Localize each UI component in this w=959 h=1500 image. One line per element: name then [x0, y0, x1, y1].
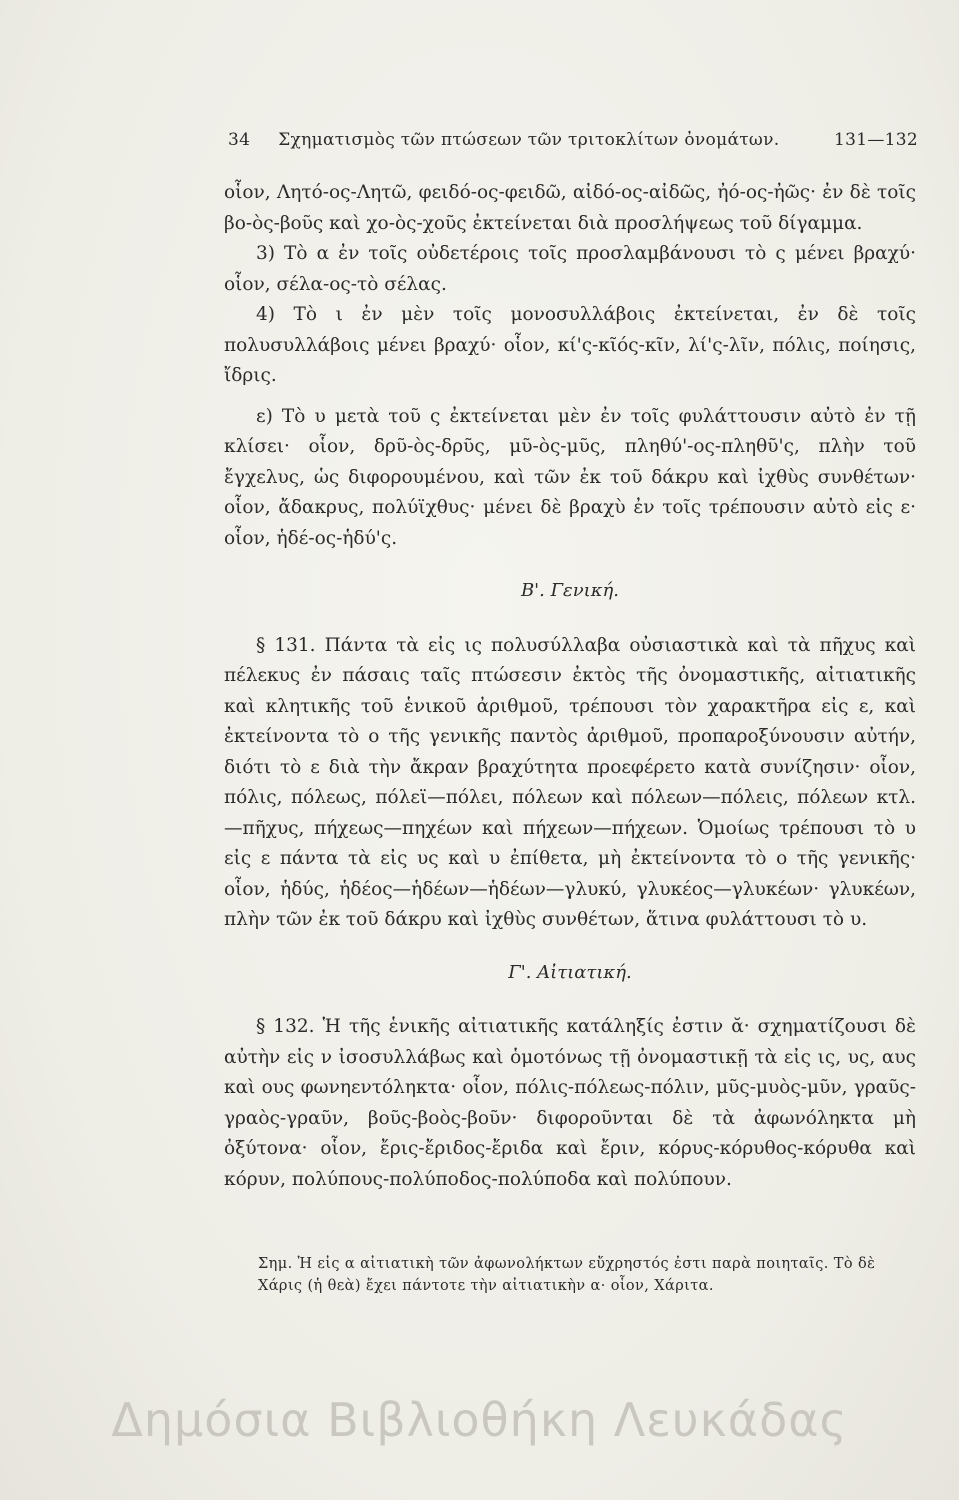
section-range: 131—132 [834, 130, 918, 150]
page-number: 34 [228, 130, 251, 150]
paragraph-continuation: οἷον, Λητό-ος-Λητῶ, φειδό-ος-φειδῶ, αἰδό-ος-αἰδῶς, ἠό-ος-ἠῶς· ἐν δὲ τοῖς βο-ὸς-βοῦς καὶ χο-ὸς-χοῦς ἐκτείνεται διὰ προσλήψεως τοῦ δίγαμμα. [224, 182, 916, 234]
paragraph-132: § 132. Ἡ τῆς ἑνικῆς αἰτιατικῆς κατάληξίς ἐστιν ᾰ· σχηματίζουσι δὲ αὐτὴν εἰς ν ἰσοσυλλάβως καὶ ὁμοτόνως τῇ ὀνομαστικῇ τὰ εἰς ις, υς, αυς καὶ ους φωνηεντόληκτα· οἷον, πόλις-πόλεως-πόλιν, μῦς-μυὸς-μῦν, γραῦς-γραὸς-γραῦν, βοῦς-βοὸς-βοῦν· διφοροῦνται δὲ τὰ ἀφωνόληκτα μὴ ὀξύτονα· οἷον, ἔρις-ἔριδος-ἔριδα καὶ ἔριν, κόρυς-κόρυθος-κόρυθα καὶ κόρυν, πολύπους-πολύποδος-πολύποδα καὶ πολύπουν. [224, 1016, 916, 1190]
paragraph-131: § 131. Πάντα τὰ εἰς ις πολυσύλλαβα οὐσιαστικὰ καὶ τὰ πῆχυς καὶ πέλεκυς ἐν πάσαις ταῖς πτώσεσιν ἐκτὸς τῆς ὀνομαστικῆς, αἰτιατικῆς καὶ κλητικῆς τοῦ ἑνικοῦ ἀριθμοῦ, τρέπουσι τὸν χαρακτῆρα εἰς ε, καὶ ἐκτείνοντα τὸ ο τῆς γενικῆς παντὸς ἀριθμοῦ, προπαροξύνουσιν αὐτήν, διότι τὸ ε διὰ τὴν ἄκραν βραχύτητα προεφέρετο κατὰ συνίζησιν· οἷον, πόλις, πόλεως, πόλεϊ—πόλει, πόλεων καὶ πόλεων—πόλεις, πόλεων κτλ.—πῆχυς, πήχεως—πηχέων καὶ πήχεων—πήχεων. Ὁμοίως τρέπουσι τὸ υ εἰς ε πάντα τὰ εἰς υς καὶ υ ἐπίθετα, μὴ ἐκτείνοντα τὸ ο τῆς γενικῆς· οἷον, ἡδύς, ἡδέος—ἡδέων—ἡδέων—γλυκύ, γλυκέος—γλυκέων· γλυκέων, πλὴν τῶν ἐκ τοῦ δάκρυ καὶ ἰχθὺς συνθέτων, ἅτινα φυλάττουσι τὸ υ. [224, 634, 916, 930]
section-heading-accusative: Γ'. Αἰτιατική. [508, 961, 632, 983]
running-header [228, 130, 918, 150]
footnote: Σημ. Ἡ εἰς α αἰτιατικὴ τῶν ἀφωνολήκτων εὔχρηστός ἐστι παρὰ ποιηταῖς. Τὸ δὲ Χάρις (ἡ θεὰ) ἔχει πάντοτε τὴν αἰτιατικὴν α· οἷον, Χάριτα. [258, 1256, 876, 1294]
running-title: Σχηματισμὸς τῶν πτώσεων τῶν τριτοκλίτων ὀνομάτων. [278, 130, 780, 150]
section-heading-genitive: Β'. Γενική. [520, 580, 620, 601]
library-watermark: Δημόσια Βιβλιοθήκη Λευκάδας [111, 1393, 848, 1447]
paragraph-rule-4: 4) Τὸ ι ἐν μὲν τοῖς μονοσυλλάβοις ἐκτείνεται, ἐν δὲ τοῖς πολυσυλλάβοις μένει βραχύ· οἷον, κί'ς-κῖός-κῖν, λί'ς-λῖν, πόλις, ποίησις, ἴδρις. [224, 304, 916, 386]
paragraph-rule-3: 3) Τὸ α ἐν τοῖς οὐδετέροις τοῖς προσλαμβάνουσι τὸ ς μένει βραχύ· οἷον, σέλα-ος-τὸ σέλας. [224, 243, 916, 295]
main-text [224, 178, 916, 1195]
paragraph-rule-5: ε) Τὸ υ μετὰ τοῦ ς ἐκτείνεται μὲν ἐν τοῖς φυλάττουσιν αὐτὸ ἐν τῇ κλίσει· οἷον, δρῦ-ὸς-δρῦς, μῦ-ὸς-μῦς, πληθύ'-ος-πληθῦ'ς, πλὴν τοῦ ἔγχελυς, ὡς διφορουμένου, καὶ τῶν ἐκ τοῦ δάκρυ καὶ ἰχθὺς συνθέτων· οἷον, ἄδακρυς, πολύϊχθυς· μένει δὲ βραχὺ ἐν τοῖς τρέπουσιν αὐτὸ εἰς ε· οἷον, ἡδέ-ος-ἡδύ'ς. [224, 405, 916, 549]
